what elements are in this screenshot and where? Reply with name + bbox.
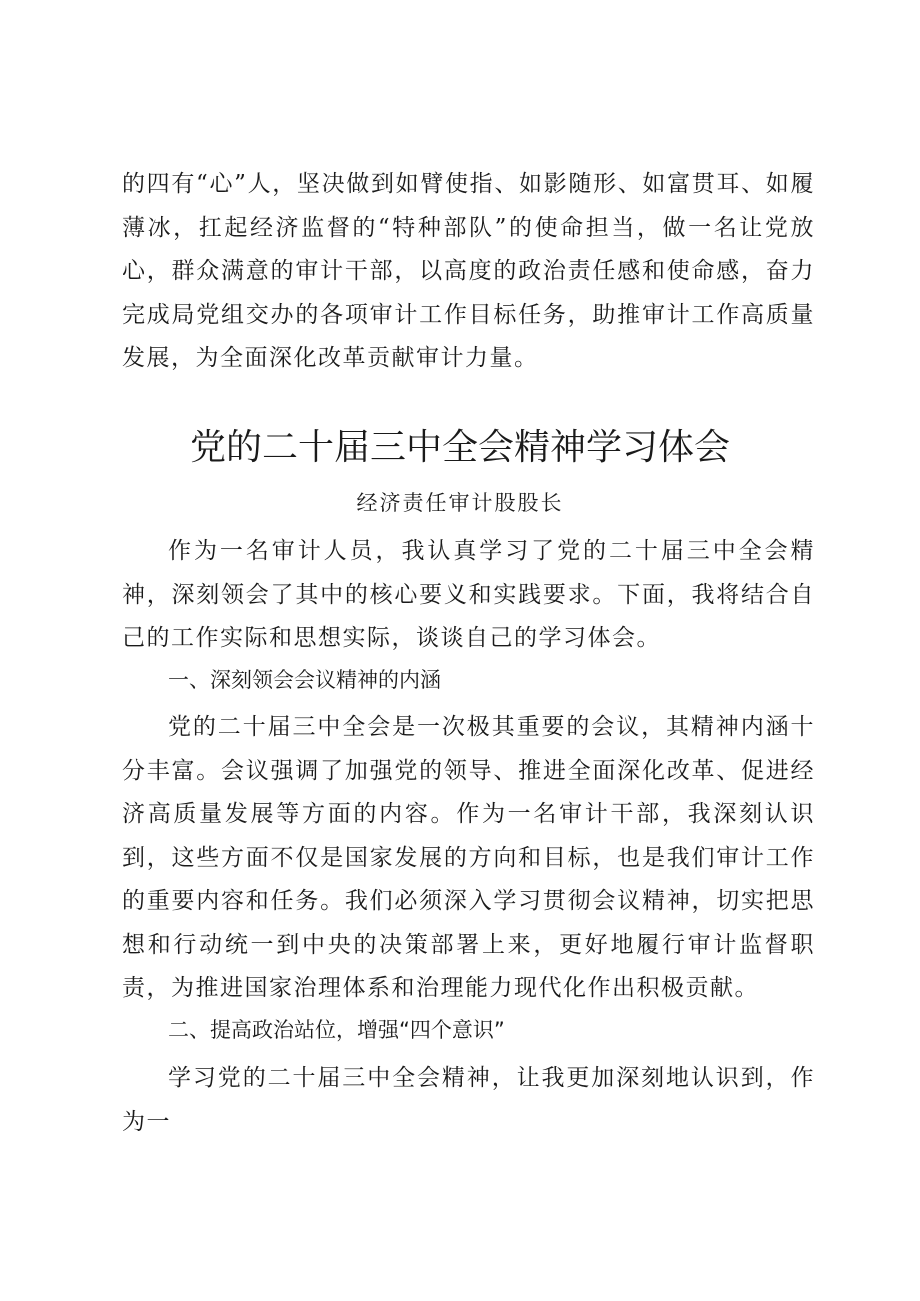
article-author: 经济责任审计股股长: [356, 491, 564, 515]
continuation-paragraph: 的四有“心”人，坚决做到如臂使指、如影随形、如富贯耳、如履薄冰，扛起经济监督的“特种部队”的使命担当，做一名让党放心，群众满意的审计干部，以高度的政治责任感和使命感，奋力完成局党组交办的各项审计工作目标任务，助推审计工作高质量发展，为全面深化改革贡献审计力量。: [122, 171, 815, 371]
article-title: 党的二十届三中全会精神学习体会: [189, 427, 730, 468]
section-body-2: 学习党的二十届三中全会精神，让我更加深刻地认识到，作为一: [122, 1065, 815, 1135]
intro-paragraph: 作为一名审计人员，我认真学习了党的二十届三中全会精神，深刻领会了其中的核心要义和实践要求。下面，我将结合自己的工作实际和思想实际，谈谈自己的学习体会。: [122, 538, 815, 651]
section-heading-1: 一、深刻领会会议精神的内涵: [168, 668, 441, 692]
section-body-1: 党的二十届三中全会是一次极其重要的会议，其精神内涵十分丰富。会议强调了加强党的领导、推进全面深化改革、促进经济高质量发展等方面的内容。作为一名审计干部，我深刻认识到，这些方面不仅是国家发展的方向和目标，也是我们审计工作的重要内容和任务。我们必须深入学习贯彻会议精神，切实把思想和行动统一到中央的决策部署上来，更好地履行审计监督职责，为推进国家治理体系和治理能力现代化作出积极贡献。: [122, 714, 815, 1001]
section-heading-2: 二、提高政治站位，增强“四个意识”: [168, 1018, 505, 1042]
